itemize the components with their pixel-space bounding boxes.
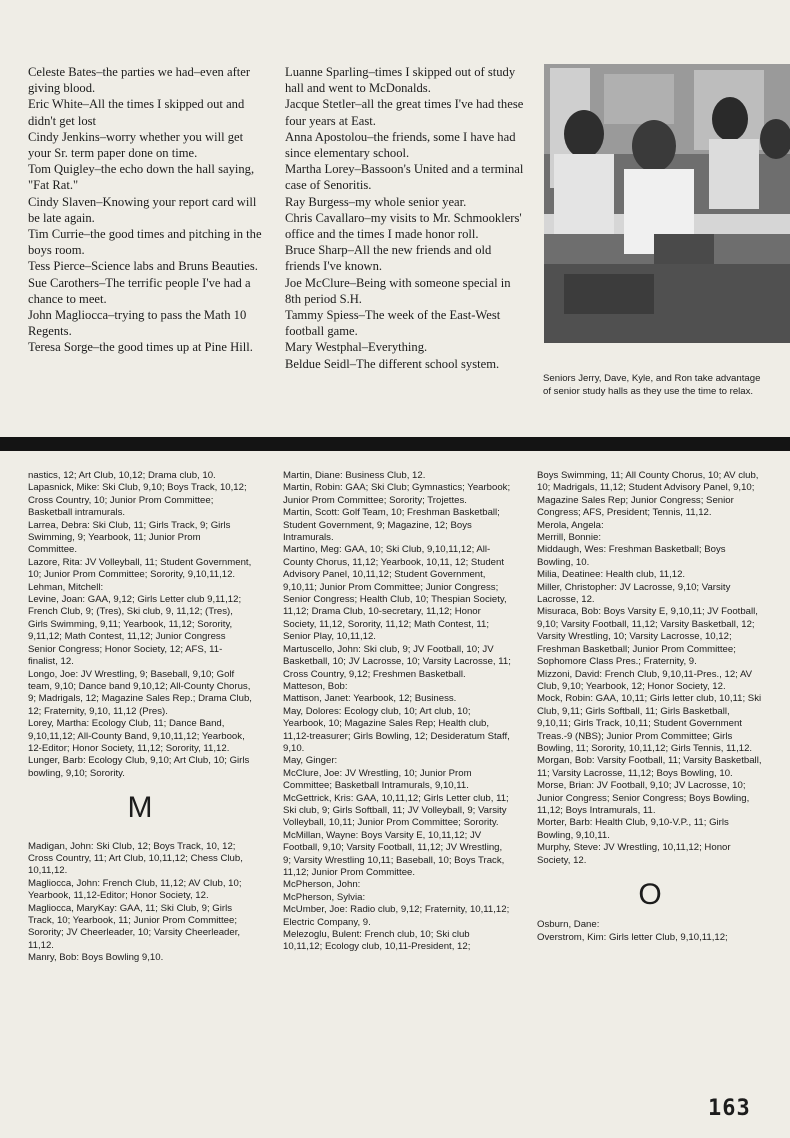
section-divider-bar (0, 437, 790, 451)
senior-quotes-middle (285, 64, 525, 372)
photo-illustration (544, 64, 790, 343)
index-entry: Mizzoni, David: French Club, 9,10,11-Pres., 12; AV Club, 9,10; Yearbook, 12; Honor Society, 12. (537, 668, 753, 692)
index-entry: May, Dolores: Ecology club, 10; Art club, 10; Yearbook, 10; Magazine Sales Rep; Health club, 11,12-treasurer; Girls Bowling, 12; Desideratum Staff, 9,10. (283, 705, 510, 754)
index-entry: Magliocca, MaryKay: GAA, 11; Ski Club, 9; Girls Track, 10; Yearbook, 11; Junior Prom Committee; Sorority; JV Cheerleader, 10; Varsity Cheerleader, 11,12. (28, 902, 241, 951)
index-entry: Martuscello, John: Ski club, 9; JV Football, 10; JV Basketball, 10; JV Lacrosse, 10; Varsity Lacrosse, 11; Cross Country, 9,12; Freshmen Basketball. (283, 643, 511, 680)
quote-entry: Ray Burgess–my whole senior year. (285, 194, 467, 209)
index-entry: Martino, Meg: GAA, 10; Ski Club, 9,10,11,12; All-County Chorus, 11,12; Yearbook, 10,11, 12; Student Advisory Panel, 10,11,12; Student Government, 9,10,11; Junior Prom Committee; Junior Congress; Senior Congress; Health Club, 10; Thespian Society, 11,12; Drama Club, 10-secretary, 11,12; Honor Society, 11,12, Sorority, 11,12; Math Contest, 11; Senior Play, 10,11,12. (283, 544, 507, 643)
index-entry: Morter, Barb: Health Club, 9,10-V.P., 11; Girls Bowling, 9,10,11. (537, 817, 729, 841)
index-entry: Manry, Bob: Boys Bowling 9,10. (28, 952, 164, 964)
index-entry: Madigan, John: Ski Club, 12; Boys Track, 10, 12; Cross Country, 11; Art Club, 10,11,12; Chess Club, 10,11,12. (28, 840, 243, 877)
index-entry: Martin, Diane: Business Club, 12. (283, 470, 426, 481)
quote-entry: Tammy Spiess–The week of the East-West football game. (285, 308, 501, 339)
index-entry: Miller, Christopher: JV Lacrosse, 9,10; Varsity Lacrosse, 12. (537, 581, 731, 606)
senior-quotes-left (28, 64, 266, 356)
index-entry: Magliocca, John: French Club, 11,12; AV Club, 10; Yearbook, 11,12-Editor; Honor Society, 12. (28, 877, 242, 902)
index-entry: Lapasnick, Mike: Ski Club, 9,10; Boys Track, 10,12; Cross Country, 10; Junior Prom Committee; Basketball intramurals. (28, 482, 247, 519)
section-letter-o: O (638, 878, 662, 911)
index-entry: McPherson, John: (283, 879, 361, 891)
index-entry: Misuraca, Bob: Boys Varsity E, 9,10,11; JV Football, 9,10; Varsity Football, 11,12; Varsity Basketball, 12; Varsity Wrestling, 10; Varsity Lacrosse, 10,12; Freshman Basketball; Junior Prom Committee; Sophomore Class Pres.; Fraternity, 9. (537, 606, 758, 668)
quote-entry: Bruce Sharp–All the new friends and old friends I've known. (285, 243, 492, 274)
quote-entry: Sue Carothers–The terrific people I've had a chance to meet. (28, 275, 251, 306)
index-entry: Mock, Robin: GAA, 10,11; Girls letter club, 10,11; Ski Club, 9,11; Girls Softball, 11; Girls Basketball, 9,10,11; Girls Track, 10,11; Student Government Treas.-9 (NBS); Junior Prom Committee; Girls Bowling, 11; Sorority, 10,11,12; Girls Tennis, 11,12. (537, 693, 762, 754)
index-entry: Lunger, Barb: Ecology Club, 9,10; Art Club, 10; Girls bowling, 9,10; Sorority. (28, 755, 250, 779)
quote-entry: Tim Currie–the good times and pitching in the boys room. (28, 227, 262, 258)
index-entry: Mattison, Janet: Yearbook, 12; Business. (283, 693, 457, 705)
index-entry: Longo, Joe: JV Wrestling, 9; Baseball, 9,10; Golf team, 9,10; Dance band 9,10,12; All-County Chorus, 9; Madrigals, 12; Magazine Sales Rep.; Drama Club, 12; Fraternity, 9,10, 11,12 (Pres). (28, 668, 252, 717)
quote-entry: Eric White–All the times I skipped out and didn't get lost (28, 97, 245, 128)
senior-index-column-2 (283, 470, 511, 954)
quote-entry: Joe McClure–Being with someone special in 8th period S.H. (285, 275, 511, 306)
quote-entry: Celeste Bates–the parties we had–even after giving blood. (28, 65, 251, 96)
index-entry: nastics, 12; Art Club, 10,12; Drama club, 10. (28, 470, 216, 481)
quote-entry: John Magliocca–trying to pass the Math 10 Regents. (28, 308, 247, 339)
index-entry: McClure, Joe: JV Wrestling, 10; Junior Prom Committee; Basketball Intramurals, 9,10,11. (283, 767, 472, 792)
index-entry: McUmber, Joe: Radio club, 9,12; Fraternity, 10,11,12; Electric Company, 9. (283, 904, 510, 928)
senior-index-column-1 (28, 470, 252, 965)
index-entry: May, Ginger: (283, 755, 338, 767)
index-entry: McPherson, Sylvia: (283, 891, 366, 903)
index-entry: Lorey, Martha: Ecology Club, 11; Dance Band, 9,10,11,12; All-County Band, 9,10,11,12; Yearbook, 12-Editor; Honor Society, 11,12; Sorority, 11,12. (28, 718, 245, 754)
quote-entry: Anna Apostolou–the friends, some I have had since elementary school. (285, 129, 516, 161)
index-entry: Levine, Joan: GAA, 9,12; Girls Letter club 9,11,12; French Club, 9; (Tres), Ski club, 9, 11,12; (Tres), Girls Swimming, 9,11; Yearbook, 11,12; Sorority, 9,11,12; Math Contest, 11,12; Junior Congress Senior Congress; Honor Society, 12; AFS, 11-finalist, 12. (28, 594, 242, 668)
index-entry: Milia, Deatinee: Health club, 11,12. (537, 569, 686, 581)
index-entry: Osburn, Dane: (537, 919, 600, 931)
study-hall-photo (544, 64, 790, 343)
senior-index-column-3 (537, 470, 763, 944)
index-entry: McMillan, Wayne: Boys Varsity E, 10,11,12; JV Football, 9,10; Varsity Football, 11,12; JV Wrestling, 9; Varsity Wrestling 10,11; Baseball, 10; Boys Track, 11,12; Junior Prom Committee. (283, 829, 505, 878)
index-entry: Lehman, Mitchell: (28, 581, 104, 593)
index-entry: Merola, Angela: (537, 519, 604, 531)
index-entry: Larrea, Debra: Ski Club, 11; Girls Track, 9; Girls Swimming, 9; Yearbook, 11; Junior Prom Committee. (28, 519, 231, 556)
page-number: 163 (708, 1096, 751, 1121)
quote-entry: Cindy Slaven–Knowing your report card will be late again. (28, 194, 257, 225)
index-entry: Murphy, Steve: JV Wrestling, 10,11,12; Honor Society, 12. (537, 842, 731, 866)
index-entry: Matteson, Bob: (283, 680, 348, 692)
quote-entry: Jacque Stetler–all the great times I've had these four years at East. (285, 97, 524, 128)
index-entry: Boys Swimming, 11; All County Chorus, 10; AV club, 10; Madrigals, 11,12; Student Advisory Panel, 9,10; Magazine Sales Rep; Junior Congress; Senior Congress; AFS, President; Tennis, 11,12. (537, 470, 759, 519)
photo-caption: Seniors Jerry, Dave, Kyle, and Ron take advantage of senior study halls as they use the time to relax. (543, 373, 761, 397)
quote-entry: Chris Cavallaro–my visits to Mr. Schmooklers' office and the times I made honor roll. (285, 210, 522, 242)
index-entry: McGettrick, Kris: GAA, 10,11,12; Girls Letter club, 11; Ski club, 9; Girls Softball, 11; JV Volleyball, 9; Varsity Volleyball, 10,11; Junior Prom Committee; Sorority. (283, 792, 509, 829)
index-entry: Overstrom, Kim: Girls letter Club, 9,10,11,12; (537, 931, 728, 943)
index-entry: Merrill, Bonnie: (537, 532, 601, 544)
quote-entry: Luanne Sparling–times I skipped out of study hall and went to McDonalds. (285, 65, 516, 96)
quote-entry: Cindy Jenkins–worry whether you will get your Sr. term paper done on time. (28, 129, 244, 161)
quote-entry: Mary Westphal–Everything. (285, 340, 428, 355)
quote-entry: Beldue Seidl–The different school system. (285, 356, 500, 371)
quote-entry: Teresa Sorge–the good times up at Pine Hill. (28, 340, 253, 355)
quote-entry: Tom Quigley–the echo down the hall saying, "Fat Rat." (28, 162, 255, 193)
index-entry: Morgan, Bob: Varsity Football, 11; Varsity Basketball, 11; Varsity Lacrosse, 11,12; Boys Bowling, 10. (537, 755, 762, 779)
section-letter-m: M (127, 791, 153, 825)
index-entry: Melezoglu, Bulent: French club, 10; Ski club 10,11,12; Ecology club, 10,11-President, 12; (283, 929, 471, 953)
index-entry: Morse, Brian: JV Football, 9,10; JV Lacrosse, 10; Junior Congress; Senior Congress; Boys Bowling, 11,12; Boys Intramurals, 11. (537, 780, 750, 816)
index-entry: Middaugh, Wes: Freshman Basketball; Boys Bowling, 10. (537, 544, 726, 568)
index-entry: Martin, Robin: GAA; Ski Club; Gymnastics; Yearbook; Junior Prom Committee; Sorority; Trojettes. (283, 482, 511, 506)
index-entry: Lazore, Rita: JV Volleyball, 11; Student Government, 10; Junior Prom Committee; Sorority, 9,10,11,12. (28, 556, 252, 581)
quote-entry: Tess Pierce–Science labs and Bruns Beauties. (28, 259, 258, 274)
index-entry: Martin, Scott: Golf Team, 10; Freshman Basketball; Student Government, 9; Magazine, 12; Boys Intramurals. (283, 507, 500, 544)
quote-entry: Martha Lorey–Bassoon's United and a terminal case of Senoritis. (285, 162, 524, 193)
